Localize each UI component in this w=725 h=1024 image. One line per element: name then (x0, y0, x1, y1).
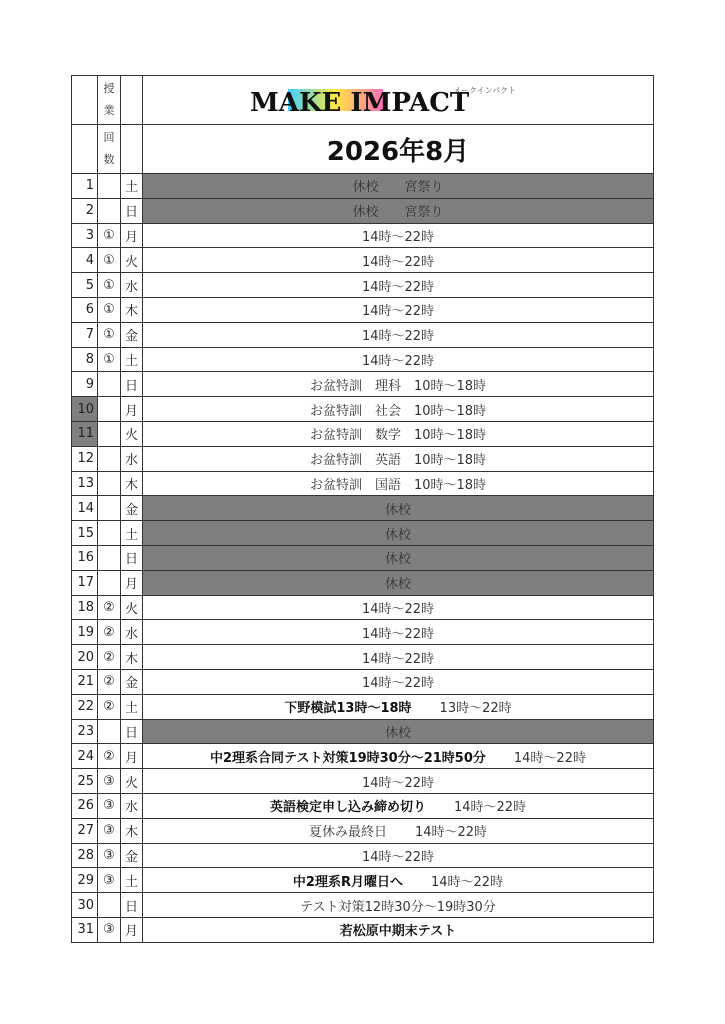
lesson-count: ② (98, 595, 121, 620)
day-number: 26 (72, 793, 98, 818)
weekday: 土 (121, 868, 143, 893)
lesson-col-label-top: 授 業 (98, 76, 121, 125)
day-number: 30 (72, 893, 98, 918)
day-number: 23 (72, 719, 98, 744)
schedule-cell (143, 496, 654, 521)
schedule-cell (143, 273, 654, 298)
lesson-count: ① (98, 248, 121, 273)
lesson-count: ③ (98, 868, 121, 893)
table-row (72, 545, 654, 570)
schedule-cell (143, 793, 654, 818)
lesson-count (98, 719, 121, 744)
day-number: 27 (72, 818, 98, 843)
weekday: 日 (121, 893, 143, 918)
header-blank-cell (121, 76, 143, 125)
schedule-cell (143, 421, 654, 446)
schedule-hours-text: 14時～22時 (414, 825, 488, 841)
table-row (72, 868, 654, 893)
logo-cell (143, 76, 654, 125)
schedule-main-text: 休校 宮祭り (352, 180, 444, 196)
lesson-count: ① (98, 223, 121, 248)
day-number: 2 (72, 198, 98, 223)
lesson-count: ③ (98, 793, 121, 818)
weekday: 土 (121, 694, 143, 719)
day-number: 17 (72, 570, 98, 595)
day-number: 10 (72, 397, 98, 422)
day-number: 24 (72, 744, 98, 769)
weekday: 金 (121, 843, 143, 868)
weekday: 月 (121, 570, 143, 595)
table-row (72, 843, 654, 868)
day-number: 29 (72, 868, 98, 893)
schedule-cell (143, 570, 654, 595)
day-number: 15 (72, 521, 98, 546)
weekday: 火 (121, 248, 143, 273)
lesson-col-label-bottom: 回 数 (98, 125, 121, 174)
day-number: 31 (72, 917, 98, 942)
schedule-cell (143, 248, 654, 273)
schedule-cell (143, 223, 654, 248)
schedule-cell (143, 818, 654, 843)
schedule-main-text: 英語検定申し込み締め切り (269, 800, 426, 816)
svg-text:メークインパクト: メークインパクト (453, 86, 517, 95)
schedule-cell (143, 843, 654, 868)
lesson-count (98, 893, 121, 918)
schedule-cell (143, 372, 654, 397)
day-number: 22 (72, 694, 98, 719)
day-number: 25 (72, 769, 98, 794)
schedule-cell (143, 744, 654, 769)
weekday: 月 (121, 744, 143, 769)
weekday: 木 (121, 818, 143, 843)
schedule-main-text: 休校 (384, 552, 411, 568)
table-row (72, 347, 654, 372)
table-row (72, 372, 654, 397)
lesson-count (98, 421, 121, 446)
schedule-main-text: 14時～22時 (361, 651, 435, 667)
schedule-cell (143, 694, 654, 719)
schedule-main-text: お盆特訓 数学 10時～18時 (309, 428, 487, 444)
table-row (72, 322, 654, 347)
table-row (72, 223, 654, 248)
schedule-main-text: 14時～22時 (361, 849, 435, 865)
table-row (72, 521, 654, 546)
schedule-table (71, 75, 654, 943)
table-row (72, 397, 654, 422)
schedule-main-text: お盆特訓 国語 10時～18時 (309, 477, 487, 493)
schedule-cell (143, 645, 654, 670)
weekday: 日 (121, 719, 143, 744)
lesson-count (98, 545, 121, 570)
day-number: 9 (72, 372, 98, 397)
schedule-main-text: お盆特訓 理科 10時～18時 (309, 378, 487, 394)
day-number: 14 (72, 496, 98, 521)
schedule-main-text: 14時～22時 (361, 229, 435, 245)
weekday: 土 (121, 347, 143, 372)
schedule-cell (143, 174, 654, 199)
weekday: 火 (121, 769, 143, 794)
table-row (72, 917, 654, 942)
schedule-cell (143, 620, 654, 645)
schedule-main-text: 14時～22時 (361, 304, 435, 320)
lesson-count (98, 397, 121, 422)
table-row (72, 595, 654, 620)
weekday: 水 (121, 620, 143, 645)
weekday: 土 (121, 174, 143, 199)
schedule-main-text: お盆特訓 社会 10時～18時 (309, 403, 487, 419)
day-number: 16 (72, 545, 98, 570)
schedule-cell (143, 769, 654, 794)
schedule-main-text: 休校 (384, 527, 411, 543)
table-row (72, 446, 654, 471)
table-row (72, 694, 654, 719)
weekday: 金 (121, 496, 143, 521)
schedule-main-text: 休校 (384, 725, 411, 741)
header-row-logo (72, 76, 654, 125)
lesson-count: ③ (98, 917, 121, 942)
lesson-count (98, 174, 121, 199)
day-number: 18 (72, 595, 98, 620)
day-number: 11 (72, 421, 98, 446)
schedule-cell (143, 198, 654, 223)
weekday: 日 (121, 545, 143, 570)
weekday: 木 (121, 297, 143, 322)
schedule-hours-text: 14時～22時 (453, 800, 527, 816)
schedule-main-text: 14時～22時 (361, 329, 435, 345)
lesson-count (98, 521, 121, 546)
table-row (72, 570, 654, 595)
lesson-count: ① (98, 297, 121, 322)
schedule-main-text: お盆特訓 英語 10時～18時 (309, 453, 487, 469)
weekday: 火 (121, 421, 143, 446)
day-number: 21 (72, 669, 98, 694)
schedule-cell (143, 893, 654, 918)
schedule-main-text: 夏休み最終日 (308, 825, 387, 841)
lesson-count: ① (98, 273, 121, 298)
schedule-cell (143, 669, 654, 694)
schedule-main-text: 中2理系合同テスト対策19時30分～21時50分 (210, 750, 486, 766)
table-row (72, 198, 654, 223)
schedule-cell (143, 471, 654, 496)
lesson-count (98, 570, 121, 595)
day-number: 13 (72, 471, 98, 496)
schedule-main-text: 休校 宮祭り (352, 205, 444, 221)
day-number: 19 (72, 620, 98, 645)
schedule-main-text: 14時～22時 (361, 775, 435, 791)
schedule-cell (143, 322, 654, 347)
schedule-main-text: 14時～22時 (361, 601, 435, 617)
day-number: 28 (72, 843, 98, 868)
weekday: 土 (121, 521, 143, 546)
table-row (72, 421, 654, 446)
weekday: 水 (121, 793, 143, 818)
weekday: 金 (121, 322, 143, 347)
table-row (72, 769, 654, 794)
day-number: 12 (72, 446, 98, 471)
day-number: 5 (72, 273, 98, 298)
weekday: 木 (121, 645, 143, 670)
lesson-count: ③ (98, 818, 121, 843)
day-number: 3 (72, 223, 98, 248)
schedule-cell (143, 297, 654, 322)
table-row (72, 496, 654, 521)
schedule-main-text: 中2理系R月曜日へ (292, 874, 403, 890)
table-row (72, 818, 654, 843)
lesson-count: ① (98, 347, 121, 372)
header-blank-cell (121, 125, 143, 174)
table-row (72, 669, 654, 694)
table-row (72, 719, 654, 744)
schedule-cell (143, 347, 654, 372)
schedule-main-text: 14時～22時 (361, 676, 435, 692)
schedule-main-text: 14時～22時 (361, 254, 435, 270)
weekday: 日 (121, 198, 143, 223)
schedule-main-text: 14時～22時 (361, 279, 435, 295)
table-row (72, 620, 654, 645)
weekday: 月 (121, 917, 143, 942)
table-row (72, 273, 654, 298)
svg-text:MAKE IMPACT: MAKE IMPACT (250, 88, 470, 117)
lesson-count: ② (98, 645, 121, 670)
schedule-cell (143, 446, 654, 471)
header-row-title (72, 125, 654, 174)
table-row (72, 471, 654, 496)
table-row (72, 645, 654, 670)
schedule-hours-text: 14時～22時 (430, 874, 504, 890)
make-impact-logo (248, 83, 548, 117)
weekday: 水 (121, 273, 143, 298)
day-number: 20 (72, 645, 98, 670)
day-number: 6 (72, 297, 98, 322)
day-number: 7 (72, 322, 98, 347)
lesson-count: ③ (98, 843, 121, 868)
lesson-count (98, 198, 121, 223)
day-number: 8 (72, 347, 98, 372)
lesson-count: ② (98, 620, 121, 645)
weekday: 金 (121, 669, 143, 694)
day-number: 4 (72, 248, 98, 273)
table-row (72, 174, 654, 199)
table-row (72, 893, 654, 918)
lesson-count: ① (98, 322, 121, 347)
lesson-count (98, 471, 121, 496)
schedule-main-text: 14時～22時 (361, 353, 435, 369)
day-number: 1 (72, 174, 98, 199)
page-title: 2026年8月 (143, 125, 654, 174)
schedule-cell (143, 521, 654, 546)
schedule-cell (143, 868, 654, 893)
schedule-hours-text: 13時～22時 (439, 701, 512, 717)
lesson-count (98, 372, 121, 397)
schedule-main-text: 若松原中期末テスト (339, 924, 457, 940)
lesson-count (98, 446, 121, 471)
header-blank-cell (72, 76, 98, 125)
schedule-hours-text: 14時～22時 (513, 750, 586, 766)
weekday: 水 (121, 446, 143, 471)
schedule-cell (143, 545, 654, 570)
schedule-main-text: テスト対策12時30分～19時30分 (300, 899, 496, 915)
schedule-cell (143, 595, 654, 620)
weekday: 火 (121, 595, 143, 620)
schedule-cell (143, 917, 654, 942)
lesson-count: ② (98, 694, 121, 719)
lesson-count: ③ (98, 769, 121, 794)
weekday: 月 (121, 397, 143, 422)
weekday: 日 (121, 372, 143, 397)
lesson-count (98, 496, 121, 521)
schedule-main-text: 休校 (384, 502, 411, 518)
weekday: 月 (121, 223, 143, 248)
lesson-count: ② (98, 669, 121, 694)
schedule-main-text: 14時～22時 (361, 626, 435, 642)
header-blank-cell (72, 125, 98, 174)
table-row (72, 248, 654, 273)
schedule-main-text: 下野模試13時～18時 (284, 701, 412, 717)
lesson-count: ② (98, 744, 121, 769)
table-row (72, 793, 654, 818)
schedule-cell (143, 719, 654, 744)
schedule-main-text: 休校 (384, 577, 411, 593)
table-row (72, 744, 654, 769)
schedule-cell (143, 397, 654, 422)
table-row (72, 297, 654, 322)
weekday: 木 (121, 471, 143, 496)
